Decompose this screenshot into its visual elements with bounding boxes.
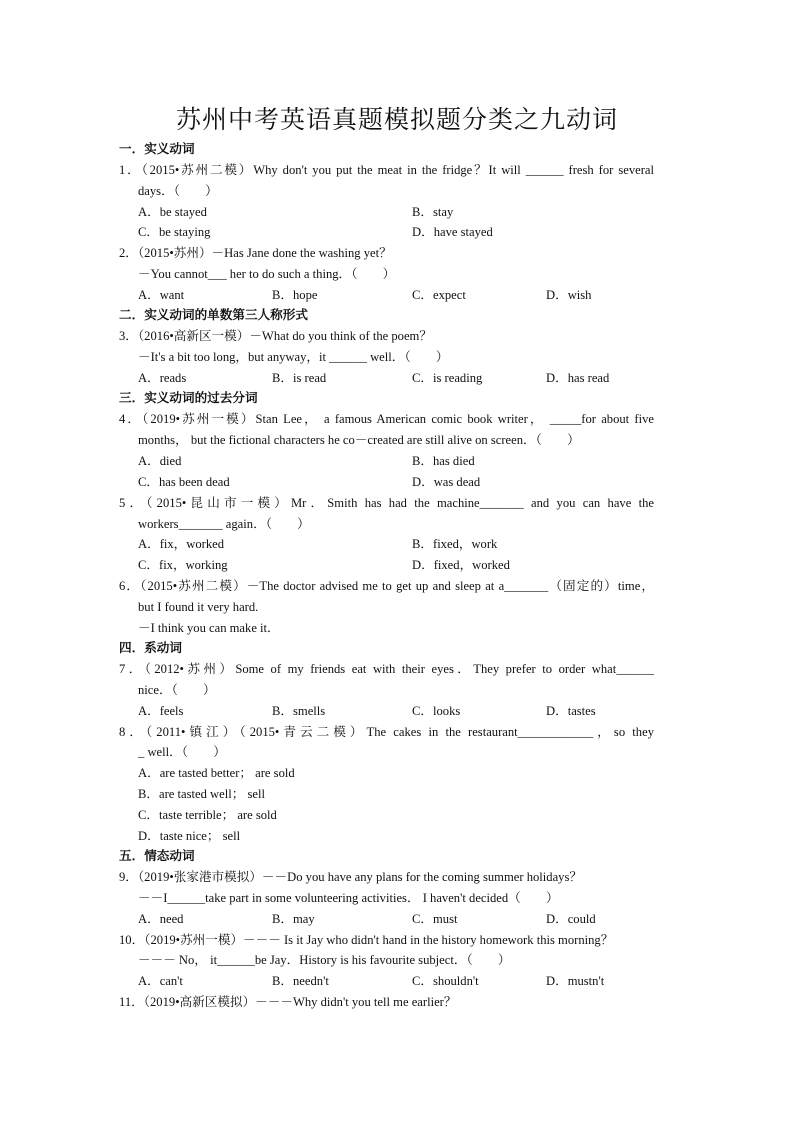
question-5-stem: 5．（2015•昆山市一模）Mr．Smith has had the machine_______ and you can have the (119, 496, 654, 510)
option-c: C．taste terrible； are sold (138, 808, 277, 822)
question-10-stem-cont: －－－ No， it______be Jay．History is his favourite subject．（ ） (138, 953, 511, 967)
question-6-response: －I think you can make it． (138, 621, 280, 635)
option-b: B．smells (272, 704, 326, 718)
section-heading: 五．情态动词 (119, 848, 195, 863)
section-heading: 三．实义动词的过去分词 (119, 390, 258, 405)
option-a: A．be stayed (138, 205, 207, 219)
option-d: D．was dead (412, 475, 481, 489)
option-d: D．could (546, 912, 596, 926)
question-3-stem: 3．（2016•高新区一模）－What do you think of the poem？ (119, 329, 432, 343)
question-1-stem-cont: days．（ ） (138, 184, 218, 198)
option-b: B．has died (412, 454, 475, 468)
option-a: A．can't (138, 974, 183, 988)
option-a: A．feels (138, 704, 184, 718)
question-6-stem: 6．（2015•苏州二模）－The doctor advised me to get up and sleep at a_______（固定的）time， (119, 579, 654, 593)
question-2-stem-cont: －You cannot___ her to do such a thing．（ ） (138, 267, 396, 281)
question-4-stem: 4．（2019•苏州一模）Stan Lee， a famous American comic book writer， _____for about five (119, 412, 654, 426)
question-2-stem: 2．（2015•苏州）－Has Jane done the washing yet？ (119, 246, 392, 260)
question-3-stem-cont: －It's a bit too long，but anyway，it ______ well．（ ） (138, 350, 449, 364)
option-a: A．fix，worked (138, 537, 225, 551)
option-c: C．looks (412, 704, 461, 718)
question-10-stem: 10．（2019•苏州一模）－－－ Is it Jay who didn't hand in the history homework this morning？ (119, 933, 614, 947)
option-c: C．shouldn't (412, 974, 479, 988)
question-4-stem-cont: months， but the fictional characters he co－created are still alive on screen．（ ） (138, 433, 580, 447)
option-d: D．tastes (546, 704, 596, 718)
option-d: D．fixed，worked (412, 558, 510, 572)
section-heading: 二．实义动词的单数第三人称形式 (119, 307, 308, 322)
option-c: C．expect (412, 288, 466, 302)
option-b: B．is read (272, 371, 327, 385)
section-heading: 一．实义动词 (119, 141, 195, 156)
option-c: C．has been dead (138, 475, 230, 489)
option-b: B．are tasted well； sell (138, 787, 265, 801)
option-b: B．fixed，work (412, 537, 498, 551)
option-a: A．want (138, 288, 185, 302)
option-c: C．fix，working (138, 558, 228, 572)
option-d: D．taste nice； sell (138, 829, 241, 843)
option-a: A．are tasted better； are sold (138, 766, 295, 780)
question-8-stem: 8．（2011•镇江）（2015•青云二模）The cakes in the restaurant____________，so they (119, 725, 654, 739)
section-heading: 四．系动词 (119, 640, 182, 655)
option-b: B．needn't (272, 974, 329, 988)
option-d: D．have stayed (412, 225, 493, 239)
option-a: A．reads (138, 371, 187, 385)
page-title: 苏州中考英语真题模拟题分类之九动词 (175, 105, 618, 134)
question-9-stem-cont: －－I______take part in some volunteering activities． I haven't decided（ ） (138, 891, 559, 905)
question-9-stem: 9．（2019•张家港市模拟）－－Do you have any plans for the coming summer holidays？ (119, 870, 582, 884)
option-a: A．died (138, 454, 182, 468)
option-d: D．mustn't (546, 974, 605, 988)
question-1-stem: 1．（2015•苏州二模）Why don't you put the meat in the fridge？It will ______ fresh for several (119, 163, 654, 177)
option-c: C．must (412, 912, 458, 926)
question-5-stem-cont: workers_______ again．（ ） (138, 517, 310, 531)
option-d: D．wish (546, 288, 592, 302)
question-7-stem-cont: nice．（ ） (138, 683, 216, 697)
option-c: C．is reading (412, 371, 483, 385)
option-b: B．hope (272, 288, 318, 302)
question-7-stem: 7．（2012•苏州）Some of my friends eat with their eyes．They prefer to order what______ (119, 662, 654, 676)
option-b: B．stay (412, 205, 454, 219)
question-6-stem-cont: but I found it very hard. (138, 600, 259, 614)
option-d: D．has read (546, 371, 610, 385)
option-b: B．may (272, 912, 315, 926)
question-8-stem-cont: _ well．（ ） (138, 745, 226, 759)
question-11-stem: 11．（2019•高新区模拟）－－－Why didn't you tell me earlier？ (119, 995, 457, 1009)
option-a: A．need (138, 912, 184, 926)
option-c: C．be staying (138, 225, 211, 239)
